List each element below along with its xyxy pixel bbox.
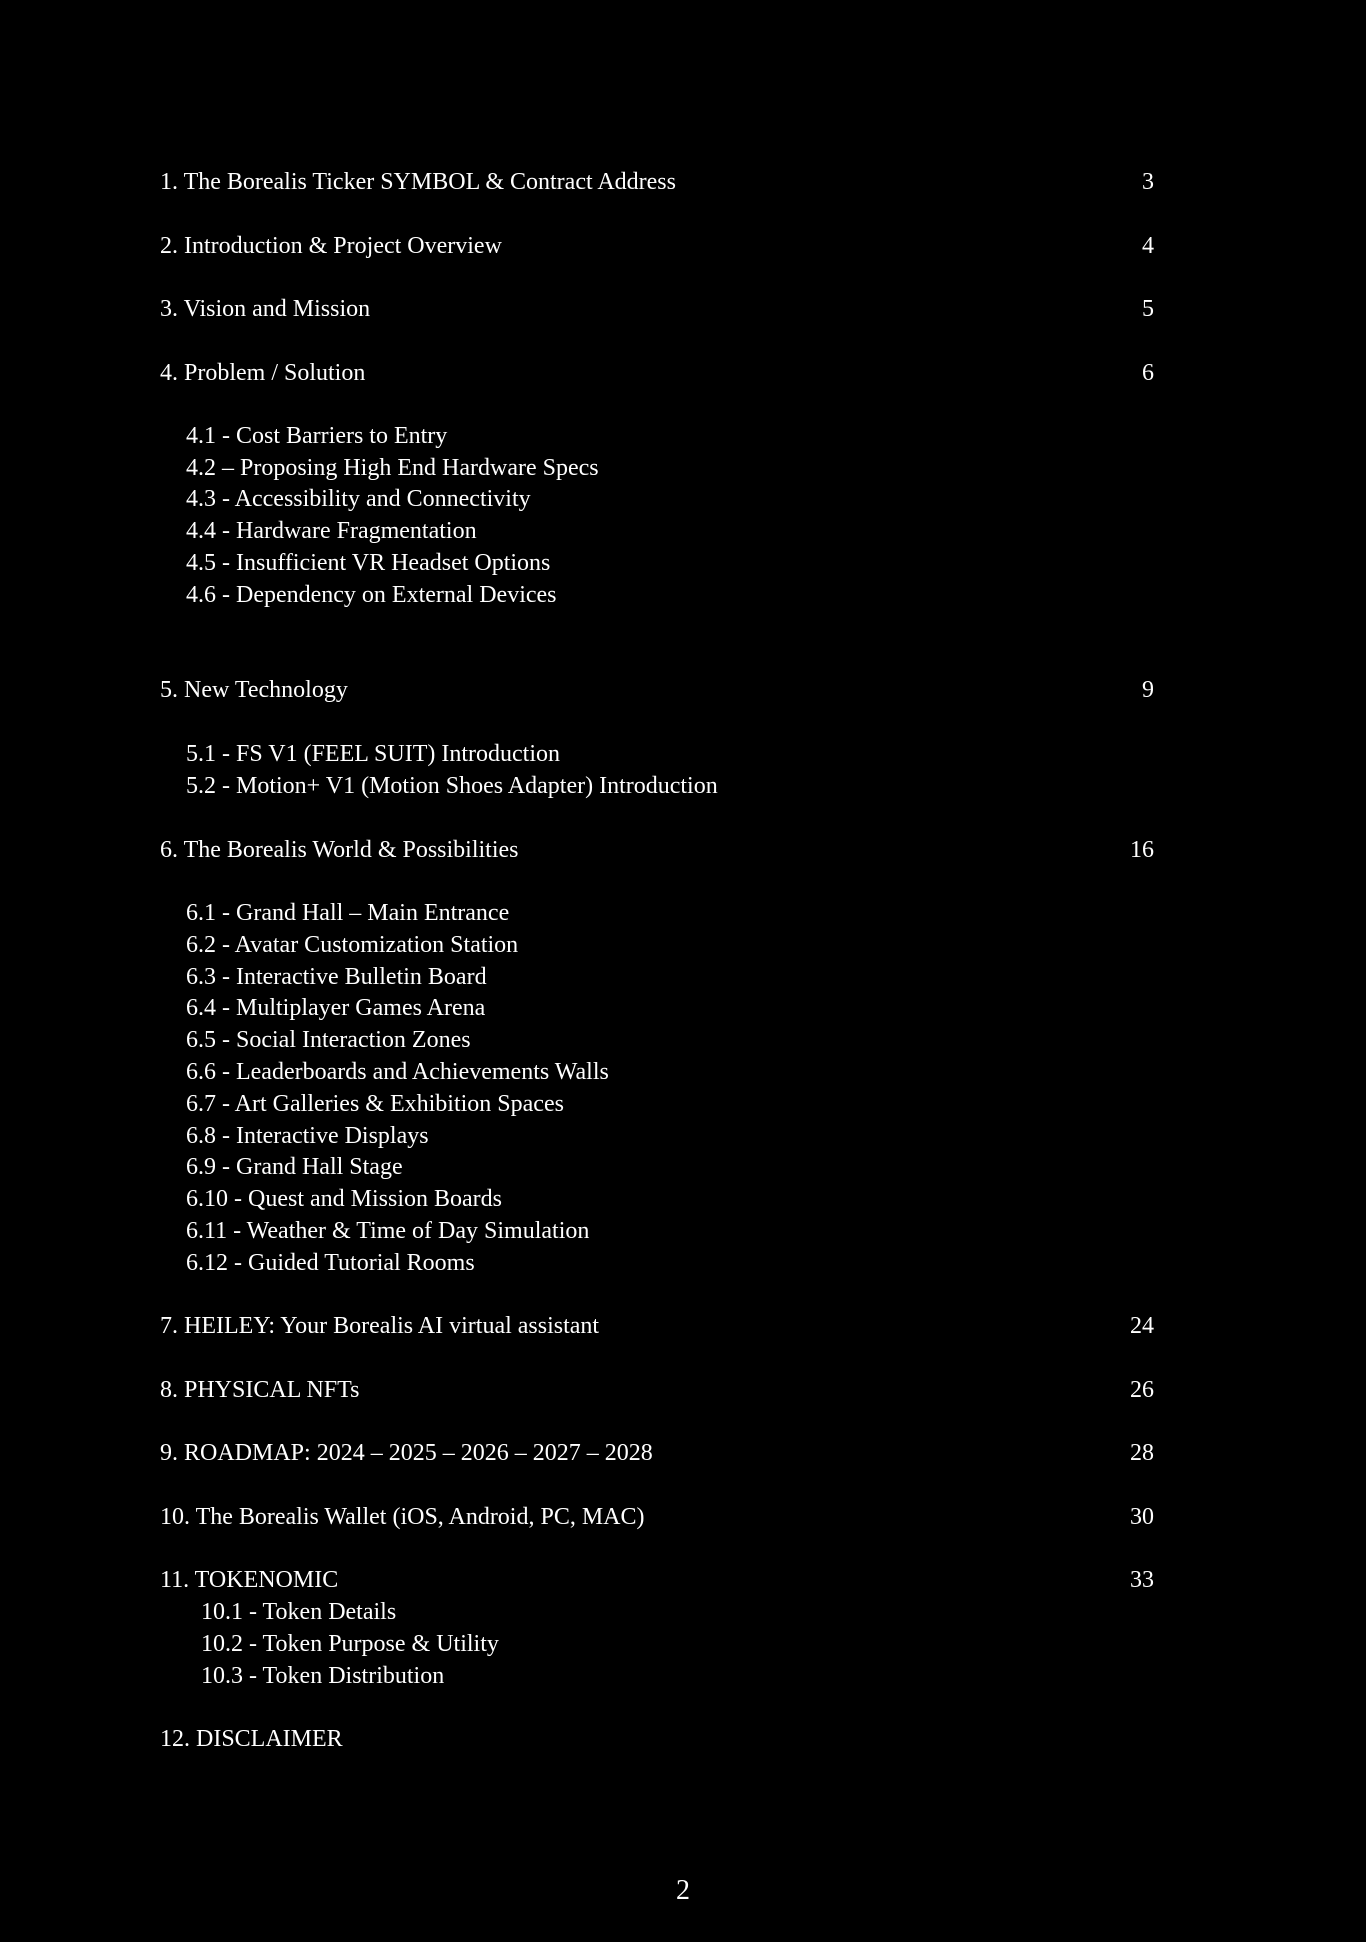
toc-entry-label: 4.2 – Proposing High End Hardware Specs xyxy=(186,455,599,481)
toc-entry-page-number: 3 xyxy=(1142,169,1154,195)
toc-entry-label: 12. DISCLAIMER xyxy=(160,1726,343,1752)
toc-entry-page-number: 33 xyxy=(1130,1567,1154,1593)
toc-entry-label: 9. ROADMAP: 2024 – 2025 – 2026 – 2027 – 2028 xyxy=(160,1440,653,1466)
toc-entry-label: 6.9 - Grand Hall Stage xyxy=(186,1154,403,1180)
toc-entry-page-number: 4 xyxy=(1142,233,1154,259)
toc-entry-label: 7. HEILEY: Your Borealis AI virtual assistant xyxy=(160,1313,600,1339)
toc-entry-label: 5.1 - FS V1 (FEEL SUIT) Introduction xyxy=(186,741,560,767)
toc-entry-label: 6.6 - Leaderboards and Achievements Walls xyxy=(186,1059,609,1085)
toc-entry-page-number: 28 xyxy=(1130,1440,1154,1466)
toc-entry-label: 8. PHYSICAL NFTs xyxy=(160,1377,360,1403)
toc-entry-page-number: 9 xyxy=(1142,677,1154,703)
toc-entry-label: 6. The Borealis World & Possibilities xyxy=(160,837,519,863)
toc-entry-label: 4. Problem / Solution xyxy=(160,360,366,386)
toc-entry-label: 5.2 - Motion+ V1 (Motion Shoes Adapter) Introduction xyxy=(186,773,718,799)
toc-entry-label: 10.1 - Token Details xyxy=(201,1599,397,1625)
toc-entry-page-number: 26 xyxy=(1130,1377,1154,1403)
toc-entry-page-number: 24 xyxy=(1130,1313,1154,1339)
toc-entry-label: 6.8 - Interactive Displays xyxy=(186,1123,429,1149)
toc-entry-label: 4.3 - Accessibility and Connectivity xyxy=(186,486,531,512)
toc-entry-label: 10.3 - Token Distribution xyxy=(201,1663,445,1689)
toc-entry-label: 6.11 - Weather & Time of Day Simulation xyxy=(186,1218,590,1244)
toc-entry-label: 2. Introduction & Project Overview xyxy=(160,233,502,259)
toc-entry-label: 4.1 - Cost Barriers to Entry xyxy=(186,423,448,449)
toc-entry-label: 4.5 - Insufficient VR Headset Options xyxy=(186,550,551,576)
toc-entry-label: 5. New Technology xyxy=(160,677,348,703)
toc-entry-label: 6.10 - Quest and Mission Boards xyxy=(186,1186,502,1212)
toc-entry-label: 6.5 - Social Interaction Zones xyxy=(186,1027,471,1053)
toc-entry-label: 4.4 - Hardware Fragmentation xyxy=(186,518,477,544)
toc-entry-label: 1. The Borealis Ticker SYMBOL & Contract Address xyxy=(160,169,676,195)
toc-entry-page-number: 16 xyxy=(1130,837,1154,863)
toc-entry-label: 10. The Borealis Wallet (iOS, Android, PC, MAC) xyxy=(160,1504,645,1530)
toc-entry-label: 6.4 - Multiplayer Games Arena xyxy=(186,995,486,1021)
toc-entry-label: 6.7 - Art Galleries & Exhibition Spaces xyxy=(186,1091,564,1117)
toc-entry-label: 6.3 - Interactive Bulletin Board xyxy=(186,964,487,990)
page-number: 2 xyxy=(676,1875,690,1906)
toc-entry-page-number: 30 xyxy=(1130,1504,1154,1530)
toc-entry-label: 6.2 - Avatar Customization Station xyxy=(186,932,519,958)
toc-entry-label: 6.1 - Grand Hall – Main Entrance xyxy=(186,900,510,926)
toc-entry-label: 10.2 - Token Purpose & Utility xyxy=(201,1631,499,1657)
toc-entry-label: 4.6 - Dependency on External Devices xyxy=(186,582,557,608)
toc-entry-label: 11. TOKENOMIC xyxy=(160,1567,339,1593)
toc-entry-label: 3. Vision and Mission xyxy=(160,296,371,322)
toc-entry-page-number: 5 xyxy=(1142,296,1154,322)
toc-entry-label: 6.12 - Guided Tutorial Rooms xyxy=(186,1250,475,1276)
toc-entry-page-number: 6 xyxy=(1142,360,1154,386)
